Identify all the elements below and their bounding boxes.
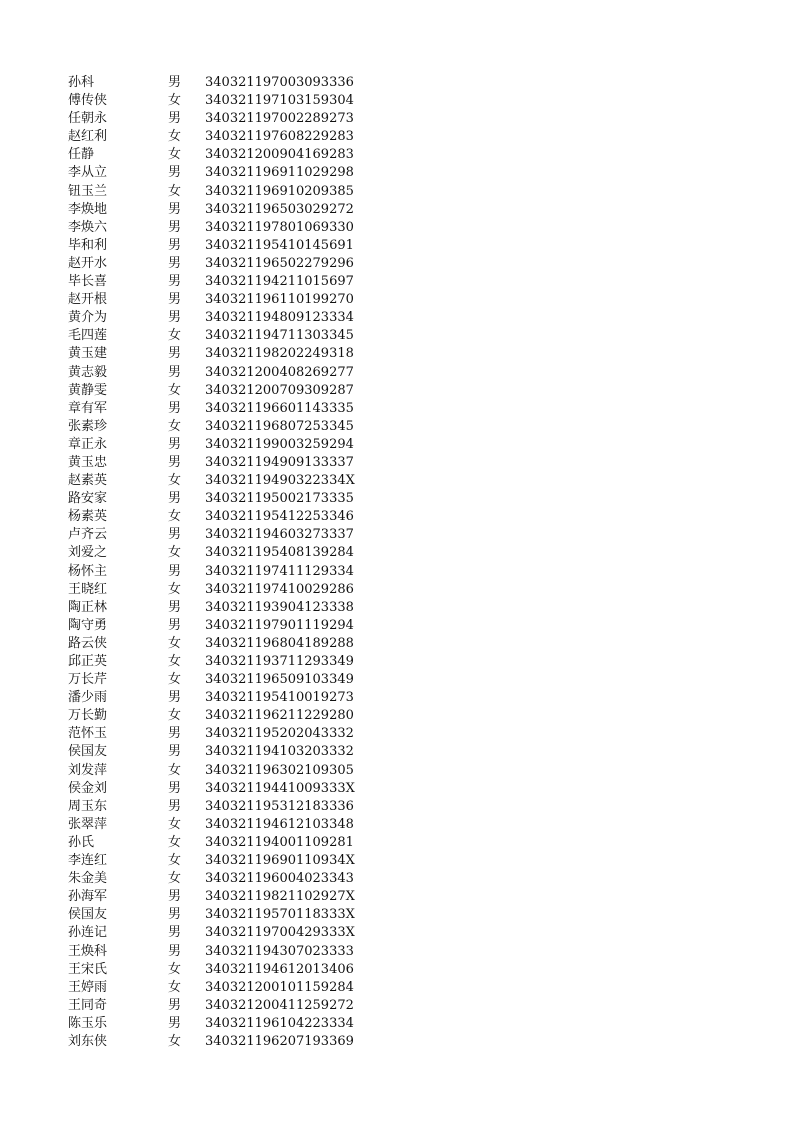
table-row [68, 617, 348, 635]
id-number-cell: 340321193711293349 [205, 654, 354, 669]
id-number-cell: 340321194612013406 [205, 961, 354, 977]
id-number-cell: 340321193904123338 [205, 599, 354, 615]
name-cell: 潘少雨 [68, 690, 108, 706]
table-row [68, 472, 348, 490]
table-row [68, 291, 348, 309]
id-number-cell: 340321197901119294 [205, 617, 354, 633]
table-row [68, 780, 348, 798]
gender-cell: 男 [168, 310, 182, 326]
name-cell: 侯金刘 [68, 780, 108, 796]
name-cell: 朱金美 [68, 871, 108, 887]
gender-cell: 男 [168, 925, 182, 941]
gender-cell: 男 [168, 201, 182, 217]
id-number-cell: 340321194211015697 [205, 274, 354, 290]
gender-cell: 女 [168, 979, 182, 995]
gender-cell: 男 [168, 219, 182, 235]
gender-cell: 女 [168, 871, 182, 887]
name-cell: 章有军 [68, 400, 108, 416]
id-number-cell: 340321196503029272 [205, 201, 354, 217]
name-cell: 侯国友 [68, 744, 108, 760]
name-cell: 王同奇 [68, 997, 108, 1013]
table-row [68, 201, 348, 219]
id-number-cell: 340321198202249318 [205, 346, 354, 362]
gender-cell: 女 [168, 545, 182, 561]
gender-cell: 女 [168, 147, 182, 163]
table-row [68, 92, 348, 110]
gender-cell: 男 [168, 346, 182, 362]
table-row [68, 255, 348, 273]
id-number-cell: 340321194307023333 [205, 943, 354, 959]
gender-cell: 男 [168, 237, 182, 253]
table-row [68, 762, 348, 780]
name-cell: 黄玉忠 [68, 454, 108, 470]
gender-cell: 女 [168, 708, 182, 724]
id-number-cell: 340321197801069330 [205, 219, 354, 235]
gender-cell: 女 [168, 1033, 182, 1049]
table-row [68, 816, 348, 834]
name-cell: 陶守勇 [68, 617, 108, 633]
gender-cell: 男 [168, 1015, 182, 1031]
name-cell: 毕长喜 [68, 274, 108, 290]
gender-cell: 男 [168, 527, 182, 543]
id-number-cell: 340321196910209385 [205, 183, 354, 199]
id-number-cell: 340321197002289273 [205, 111, 354, 127]
id-number-cell: 340321199003259294 [205, 436, 354, 452]
table-row [68, 219, 348, 237]
name-cell: 刘发萍 [68, 762, 108, 778]
name-cell: 黄玉建 [68, 346, 108, 362]
table-row [68, 599, 348, 617]
table-row [68, 725, 348, 743]
table-row [68, 436, 348, 454]
table-row [68, 418, 348, 436]
gender-cell: 女 [168, 834, 182, 850]
table-row [68, 345, 348, 363]
id-number-cell: 340321196804189288 [205, 635, 354, 651]
name-cell: 杨怀主 [68, 563, 108, 579]
name-cell: 路安家 [68, 491, 108, 507]
table-row [68, 961, 348, 979]
id-number-cell: 340321196502279296 [205, 255, 354, 271]
table-row [68, 128, 348, 146]
gender-cell: 男 [168, 617, 182, 633]
id-number-cell: 34032119490322334X [205, 473, 355, 489]
name-cell: 钮玉兰 [68, 183, 108, 199]
table-row [68, 671, 348, 689]
id-number-cell: 340321197103159304 [205, 93, 354, 109]
gender-cell: 男 [168, 165, 182, 181]
id-number-cell: 340321195410145691 [205, 237, 354, 253]
id-number-cell: 340321197003093336 [205, 75, 354, 90]
name-cell: 赵红利 [68, 129, 108, 145]
gender-cell: 男 [168, 274, 182, 290]
gender-cell: 女 [168, 853, 182, 869]
id-number-cell: 340321195202043332 [205, 726, 354, 742]
table-row [68, 707, 348, 725]
name-cell: 赵素英 [68, 473, 108, 489]
table-row [68, 273, 348, 291]
table-row [68, 1033, 348, 1051]
name-cell: 任朝永 [68, 111, 108, 127]
name-cell: 张翠萍 [68, 816, 108, 832]
table-row [68, 400, 348, 418]
table-row [68, 906, 348, 924]
id-number-cell: 340321194612103348 [205, 816, 354, 832]
table-row [68, 309, 348, 327]
table-row [68, 146, 348, 164]
table-row [68, 237, 348, 255]
gender-cell: 女 [168, 961, 182, 977]
id-number-cell: 340321195312183336 [205, 798, 354, 814]
table-row [68, 454, 348, 472]
id-number-cell: 340321200408269277 [205, 364, 354, 380]
table-row [68, 743, 348, 761]
gender-cell: 男 [168, 599, 182, 615]
table-row [68, 635, 348, 653]
id-number-cell: 340321196104223334 [205, 1015, 354, 1031]
id-number-cell: 340321194711303345 [205, 328, 354, 344]
table-row [68, 183, 348, 201]
gender-cell: 男 [168, 889, 182, 905]
gender-cell: 男 [168, 943, 182, 959]
name-cell: 周玉东 [68, 798, 108, 814]
gender-cell: 男 [168, 491, 182, 507]
table-row [68, 581, 348, 599]
name-cell: 陶正林 [68, 599, 108, 615]
id-number-cell: 34032119821102927X [205, 889, 355, 905]
name-cell: 黄介为 [68, 310, 108, 326]
table-row [68, 364, 348, 382]
table-row [68, 382, 348, 400]
name-cell: 刘东侠 [68, 1033, 108, 1049]
name-cell: 傅传侠 [68, 93, 108, 109]
table-row [68, 74, 348, 92]
table-row [68, 943, 348, 961]
name-cell: 杨素英 [68, 509, 108, 525]
id-number-cell: 340321195002173335 [205, 491, 354, 507]
roster-table [68, 74, 355, 1051]
id-number-cell: 340321194001109281 [205, 834, 354, 850]
name-cell: 王宋氏 [68, 961, 108, 977]
id-number-cell: 340321196302109305 [205, 762, 354, 778]
name-cell: 孙氏 [68, 834, 95, 850]
gender-cell: 女 [168, 672, 182, 688]
gender-cell: 女 [168, 129, 182, 145]
table-row [68, 870, 348, 888]
name-cell: 邱正英 [68, 654, 108, 669]
gender-cell: 男 [168, 111, 182, 127]
id-number-cell: 340321196110199270 [205, 292, 354, 308]
table-row [68, 689, 348, 707]
gender-cell: 男 [168, 744, 182, 760]
table-row [68, 563, 348, 581]
table-row [68, 327, 348, 345]
table-row [68, 924, 348, 942]
id-number-cell: 34032119700429333X [205, 925, 355, 941]
gender-cell: 女 [168, 509, 182, 525]
name-cell: 李从立 [68, 165, 108, 181]
id-number-cell: 340321197411129334 [205, 563, 354, 579]
id-number-cell: 340321194909133337 [205, 454, 354, 470]
gender-cell: 男 [168, 907, 182, 923]
table-row [68, 979, 348, 997]
id-number-cell: 340321197410029286 [205, 581, 354, 597]
table-row [68, 997, 348, 1015]
table-row [68, 834, 348, 852]
name-cell: 王婷雨 [68, 979, 108, 995]
gender-cell: 女 [168, 93, 182, 109]
id-number-cell: 340321196807253345 [205, 418, 354, 434]
id-number-cell: 340321194103203332 [205, 744, 354, 760]
id-number-cell: 34032119570118333X [205, 907, 355, 923]
id-number-cell: 340321195412253346 [205, 509, 354, 525]
id-number-cell: 340321196207193369 [205, 1033, 354, 1049]
table-row [68, 1015, 348, 1033]
id-number-cell: 340321200101159284 [205, 979, 354, 995]
name-cell: 毛四莲 [68, 328, 108, 344]
name-cell: 王焕科 [68, 943, 108, 959]
table-row [68, 526, 348, 544]
gender-cell: 男 [168, 436, 182, 452]
gender-cell: 女 [168, 418, 182, 434]
gender-cell: 女 [168, 762, 182, 778]
gender-cell: 女 [168, 816, 182, 832]
gender-cell: 女 [168, 183, 182, 199]
name-cell: 路云侠 [68, 635, 108, 651]
gender-cell: 男 [168, 400, 182, 416]
name-cell: 卢齐云 [68, 527, 108, 543]
table-row [68, 490, 348, 508]
table-row [68, 508, 348, 526]
id-number-cell: 34032119690110934X [205, 853, 355, 869]
gender-cell: 男 [168, 454, 182, 470]
table-row [68, 544, 348, 562]
id-number-cell: 340321195408139284 [205, 545, 354, 561]
gender-cell: 女 [168, 635, 182, 651]
table-row [68, 653, 348, 671]
name-cell: 李连红 [68, 853, 108, 869]
roster-table-body [68, 74, 355, 1051]
name-cell: 任静 [68, 147, 95, 163]
name-cell: 侯国友 [68, 907, 108, 923]
gender-cell: 男 [168, 364, 182, 380]
id-number-cell: 34032119441009333X [205, 780, 355, 796]
id-number-cell: 340321200709309287 [205, 382, 354, 398]
table-row [68, 164, 348, 182]
name-cell: 毕和利 [68, 237, 108, 253]
name-cell: 范怀玉 [68, 726, 108, 742]
id-number-cell: 340321196004023343 [205, 871, 354, 887]
name-cell: 黄静雯 [68, 382, 108, 398]
gender-cell: 男 [168, 292, 182, 308]
gender-cell: 男 [168, 75, 182, 90]
id-number-cell: 340321197608229283 [205, 129, 354, 145]
gender-cell: 男 [168, 255, 182, 271]
id-number-cell: 340321200411259272 [205, 997, 354, 1013]
gender-cell: 女 [168, 473, 182, 489]
name-cell: 赵开根 [68, 292, 108, 308]
name-cell: 章正永 [68, 436, 108, 452]
name-cell: 孙海军 [68, 889, 108, 905]
name-cell: 王晓红 [68, 581, 108, 597]
gender-cell: 男 [168, 726, 182, 742]
gender-cell: 男 [168, 997, 182, 1013]
name-cell: 李焕地 [68, 201, 108, 217]
id-number-cell: 340321196509103349 [205, 672, 354, 688]
gender-cell: 男 [168, 798, 182, 814]
name-cell: 孙科 [68, 75, 95, 90]
id-number-cell: 340321194809123334 [205, 310, 354, 326]
id-number-cell: 340321195410019273 [205, 690, 354, 706]
name-cell: 万长芹 [68, 672, 108, 688]
name-cell: 李焕六 [68, 219, 108, 235]
id-number-cell: 340321196601143335 [205, 400, 354, 416]
name-cell: 孙连记 [68, 925, 108, 941]
id-number-cell: 340321200904169283 [205, 147, 354, 163]
table-row [68, 888, 348, 906]
gender-cell: 女 [168, 328, 182, 344]
table-row [68, 852, 348, 870]
table-row [68, 110, 348, 128]
table-row [68, 798, 348, 816]
gender-cell: 女 [168, 654, 182, 669]
name-cell: 陈玉乐 [68, 1015, 108, 1031]
gender-cell: 男 [168, 563, 182, 579]
name-cell: 张素珍 [68, 418, 108, 434]
gender-cell: 女 [168, 382, 182, 398]
gender-cell: 女 [168, 581, 182, 597]
id-number-cell: 340321196911029298 [205, 165, 354, 181]
id-number-cell: 340321196211229280 [205, 708, 354, 724]
id-number-cell: 340321194603273337 [205, 527, 354, 543]
name-cell: 赵开水 [68, 255, 108, 271]
gender-cell: 男 [168, 690, 182, 706]
gender-cell: 男 [168, 780, 182, 796]
name-cell: 黄志毅 [68, 364, 108, 380]
name-cell: 万长勤 [68, 708, 108, 724]
name-cell: 刘爱之 [68, 545, 108, 561]
